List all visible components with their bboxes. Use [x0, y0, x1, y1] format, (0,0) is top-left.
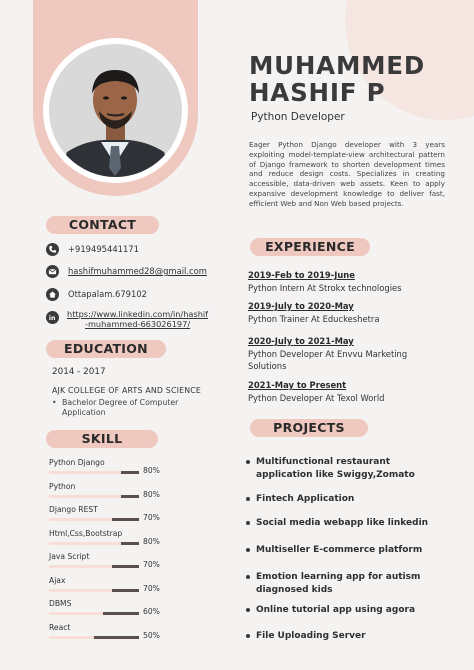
skill-bar-remainder	[103, 612, 139, 615]
skill-name: React	[49, 623, 71, 632]
skill-bar-fill	[49, 565, 112, 568]
skill-name: DBMS	[49, 599, 72, 608]
experience-date: 2019-July to 2020-May	[248, 301, 354, 311]
education-years: 2014 - 2017	[52, 367, 106, 377]
skill-bar	[49, 495, 139, 498]
skill-heading: SKILL	[46, 430, 158, 448]
experience-date: 2021-May to Present	[248, 380, 347, 390]
contact-phone	[46, 241, 139, 257]
bullet-icon	[246, 521, 250, 525]
name-line-1: MUHAMMED	[249, 51, 425, 80]
project-title: File Uploading Server	[256, 631, 366, 641]
svg-text:in: in	[48, 314, 56, 322]
experience-date: 2020-July to 2021-May	[248, 336, 354, 346]
skill-bar-remainder	[121, 542, 139, 545]
skill-bar	[49, 565, 139, 568]
skill-bar-fill	[49, 495, 121, 498]
project-title: Multifunctional restaurant application like Swiggy,Zomato	[256, 457, 415, 480]
skill-bar-fill	[49, 542, 121, 545]
education-heading: EDUCATION	[46, 340, 166, 358]
home-icon	[46, 288, 59, 301]
phone-icon	[46, 243, 59, 256]
skill-percent: 60%	[143, 607, 160, 616]
skill-bar-remainder	[112, 518, 139, 521]
skill-bar-remainder	[121, 471, 139, 474]
bullet-icon	[246, 634, 250, 638]
skill-bar	[49, 636, 139, 639]
skill-bar	[49, 612, 139, 615]
address-text: Ottapalam.679102	[68, 289, 147, 299]
projects-heading: PROJECTS	[250, 419, 368, 437]
name-line-2: HASHIF P	[249, 78, 386, 107]
linkedin-link[interactable]	[67, 309, 217, 329]
bullet-icon	[246, 608, 250, 612]
project-title: Online tutorial app using agora	[256, 605, 416, 615]
linkedin-url-line-2[interactable]: -muhammed-663026197/	[85, 319, 191, 329]
mail-icon	[46, 265, 59, 278]
skill-percent: 80%	[143, 466, 160, 475]
project-title: Multiseller E-commerce platform	[256, 545, 423, 555]
skill-bar-fill	[49, 518, 112, 521]
skill-bar-remainder	[94, 636, 139, 639]
experience-role: Python Intern At Strokx technologies	[248, 283, 402, 293]
bullet-icon: •	[52, 398, 57, 407]
skill-percent: 70%	[143, 513, 160, 522]
experience-heading: EXPERIENCE	[250, 238, 370, 256]
experience-role: Python Developer At Texol World	[248, 393, 385, 403]
skill-name: Ajax	[49, 576, 66, 585]
skill-bar	[49, 542, 139, 545]
contact-email[interactable]	[46, 263, 207, 279]
skill-percent: 70%	[143, 584, 160, 593]
job-title: Python Developer	[251, 111, 345, 123]
skill-bar	[49, 589, 139, 592]
bullet-icon	[246, 460, 250, 464]
skill-bar	[49, 518, 139, 521]
skill-bar-fill	[49, 471, 121, 474]
profile-summary: Eager Python Django developer with 3 years exploiting model-template-view architectural pattern of Django framework to shorten development times and reduce design costs. Specializes in creating accessible, data-driven web assets. Keen to apply expansive development knowledge to deliver fast, efficient Web and Non Web based projects.	[249, 140, 445, 208]
email-link[interactable]: hashifmuhammed28@gmail.com	[68, 266, 207, 276]
linkedin-url-line-1[interactable]: https://www.linkedin.com/in/hashif	[67, 309, 209, 319]
project-title: Fintech Application	[256, 494, 355, 504]
profile-photo	[49, 44, 182, 177]
skill-percent: 80%	[143, 490, 160, 499]
skill-percent: 70%	[143, 560, 160, 569]
experience-date: 2019-Feb to 2019-June	[248, 270, 355, 280]
skill-name: Java Script	[49, 552, 90, 561]
skill-bar	[49, 471, 139, 474]
experience-role: Python Trainer At Educkeshetra	[248, 314, 380, 324]
skill-name: Html,Css,Bootstrap	[49, 529, 123, 538]
skill-bar-fill	[49, 612, 103, 615]
skill-name: Python	[49, 482, 76, 491]
bullet-icon	[246, 548, 250, 552]
skill-bar-remainder	[112, 565, 139, 568]
experience-role: Python Developer At Envvu Marketing Solutions	[248, 349, 408, 371]
bullet-icon	[246, 497, 250, 501]
linkedin-icon	[46, 311, 59, 324]
phone-number: +919495441171	[68, 244, 139, 254]
degree-text: Bachelor Degree of Computer Application	[62, 398, 179, 417]
contact-linkedin	[46, 309, 59, 325]
contact-heading: CONTACT	[46, 216, 159, 234]
project-title: Social media webapp like linkedin	[256, 518, 429, 528]
candidate-name	[249, 52, 425, 106]
skill-bar-remainder	[121, 495, 139, 498]
education-school: AJK COLLEGE OF ARTS AND SCIENCE	[52, 386, 202, 395]
skill-bar-fill	[49, 636, 94, 639]
skill-percent: 50%	[143, 631, 160, 640]
contact-address	[46, 286, 147, 302]
skill-percent: 80%	[143, 537, 160, 546]
skill-bar-remainder	[112, 589, 139, 592]
skill-name: Django REST	[49, 505, 98, 514]
project-title: Emotion learning app for autism diagnosed kids	[256, 572, 421, 595]
skill-bar-fill	[49, 589, 112, 592]
bullet-icon	[246, 575, 250, 579]
skill-name: Python Django	[49, 458, 105, 467]
